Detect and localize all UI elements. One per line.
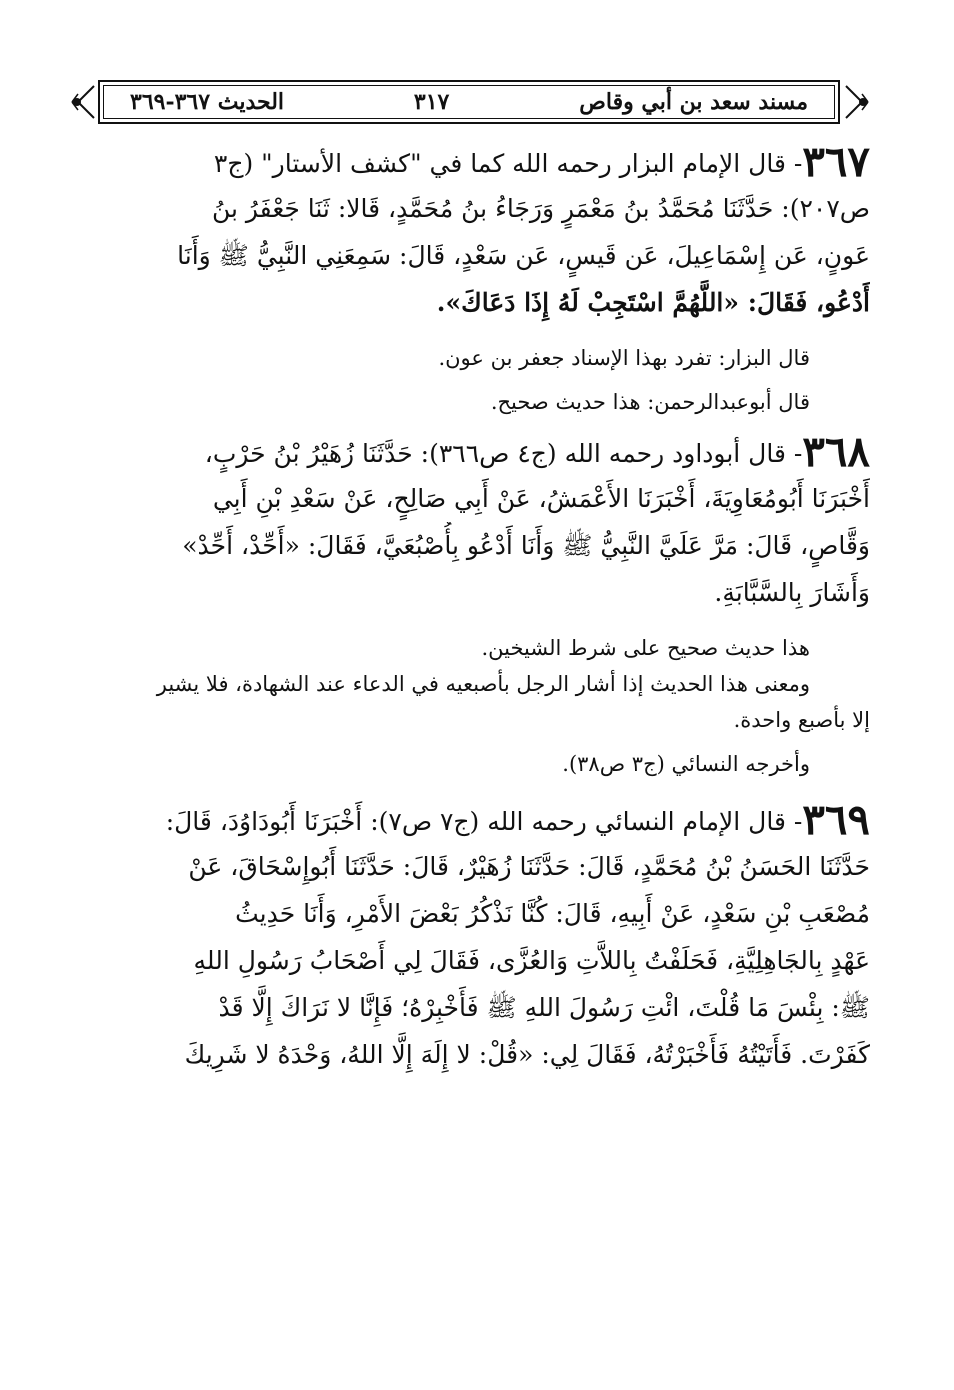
hadith-line: أَدْعُو، فَقَالَ: «اللَّهُمَّ اسْتَجِبْ لَهُ إِذَا دَعَاكَ». xyxy=(436,288,870,317)
page-number: ٣١٧ xyxy=(413,89,450,115)
hadith-line: عَونٍ، عَن إِسْمَاعِيلَ، عَن قَيسٍ، عَن سَعْدٍ، قَالَ: سَمِعَنِي النَّبِيُّ ﷺ وَأَنَا xyxy=(177,241,870,270)
hadith-number: ٣٦٩ xyxy=(802,796,870,843)
hadith-line: مُصْعَبِ بْنِ سَعْدٍ، عَنْ أَبِيهِ، قَالَ: كُنَّا نَذْكُرُ بَعْضَ الأَمْرِ، وَأَنَا حَدِيثُ xyxy=(235,899,870,928)
book-title: مسند سعد بن أبي وقاص xyxy=(579,89,808,115)
grading-line: هذا حديث صحيح على شرط الشيخين. xyxy=(481,636,810,660)
hadith-line: وَأَشَارَ بِالسَّبَّابَةِ. xyxy=(714,578,870,607)
hadith-368 xyxy=(95,428,870,782)
commentary-line: ومعنى هذا الحديث إذا أشار الرجل بأصبعيه في الدعاء عند الشهادة، فلا يشير xyxy=(156,672,810,696)
hadith-line: وَقَّاصٍ، قَالَ: مَرَّ عَلَيَّ النَّبِيُّ ﷺ وَأَنَا أَدْعُو بِأُصْبُعَيَّ، فَقَالَ: «أَحِّدْ، أَحِّدْ» xyxy=(182,531,870,560)
running-header xyxy=(98,80,840,124)
grading-line: قال أبوعبدالرحمن: هذا حديث صحيح. xyxy=(490,390,810,414)
hadith-367 xyxy=(95,138,870,420)
commentary-line: قال البزار: تفرد بهذا الإسناد جعفر بن عون. xyxy=(438,346,810,370)
hadith-line: حَدَّثَنَا الحَسَنُ بْنُ مُحَمَّدٍ، قَالَ: حَدَّثَنَا زُهَيْرٌ، قَالَ: حَدَّثَنَا أَبُوإِسْحَاقَ، عَنْ xyxy=(188,852,870,881)
hadith-line: ٣٦٨- قال أبوداود رحمه الله (ج٤ ص٣٦٦): حَدَّثَنَا زُهَيْرُ بْنُ حَرْبٍ، xyxy=(204,428,870,475)
hadith-line: ص٢٠٧): حَدَّثَنَا مُحَمَّدُ بنُ مَعْمَرٍ وَرَجَاءُ بنُ مُحَمَّدٍ، قَالا: ثَنَا جَعْفَرُ بنُ xyxy=(211,194,870,223)
reference-line: وأخرجه النسائي (ج٣ ص٣٨). xyxy=(562,752,810,776)
hadith-line: ٣٦٩- قال الإمام النسائي رحمه الله (ج٧ ص٧): أَخْبَرَنَا أَبُودَاوُدَ، قَالَ: xyxy=(165,796,870,843)
ornament-right-icon xyxy=(844,80,870,124)
hadith-line: كَفَرْتَ. فَأَتَيْتُهُ فَأَخْبَرْتُهُ، فَقَالَ لِي: «قُلْ: لا إِلَهَ إِلَّا اللهُ، وَحْدَهُ لا شَرِيكَ xyxy=(184,1040,870,1069)
hadith-line: أَخْبَرَنَا أَبُومُعَاوِيَةَ، أَخْبَرَنَا الأَعْمَشُ، عَنْ أَبِي صَالِحٍ، عَنْ سَعْدِ بْنِ أَبِي xyxy=(212,484,870,513)
commentary-line: إلا بأصبع واحدة. xyxy=(733,708,870,732)
hadith-369 xyxy=(95,796,870,1078)
ornament-left-icon xyxy=(70,80,96,124)
hadith-number: ٣٦٧ xyxy=(802,138,870,185)
hadith-number: ٣٦٨ xyxy=(802,428,870,475)
hadith-line: عَهْدٍ بِالجَاهِلِيَّةِ، فَحَلَفْتُ بِاللاَّتِ وَالعُزَّى، فَقَالَ لِي أَصْحَابُ رَسُولِ اللهِ xyxy=(193,946,870,975)
hadith-line: ﷺ: بِئْسَ مَا قُلْتَ، ائْتِ رَسُولَ اللهِ ﷺ فَأَخْبِرْهُ؛ فَإِنَّا لا نَرَاكَ إِلَّا قَدْ xyxy=(218,993,870,1022)
hadith-range: الحديث ٣٦٧-٣٦٩ xyxy=(130,89,285,115)
hadith-line: ٣٦٧- قال الإمام البزار رحمه الله كما في "كشف الأستار" (ج٣ xyxy=(213,138,870,185)
page-body xyxy=(95,138,870,1078)
